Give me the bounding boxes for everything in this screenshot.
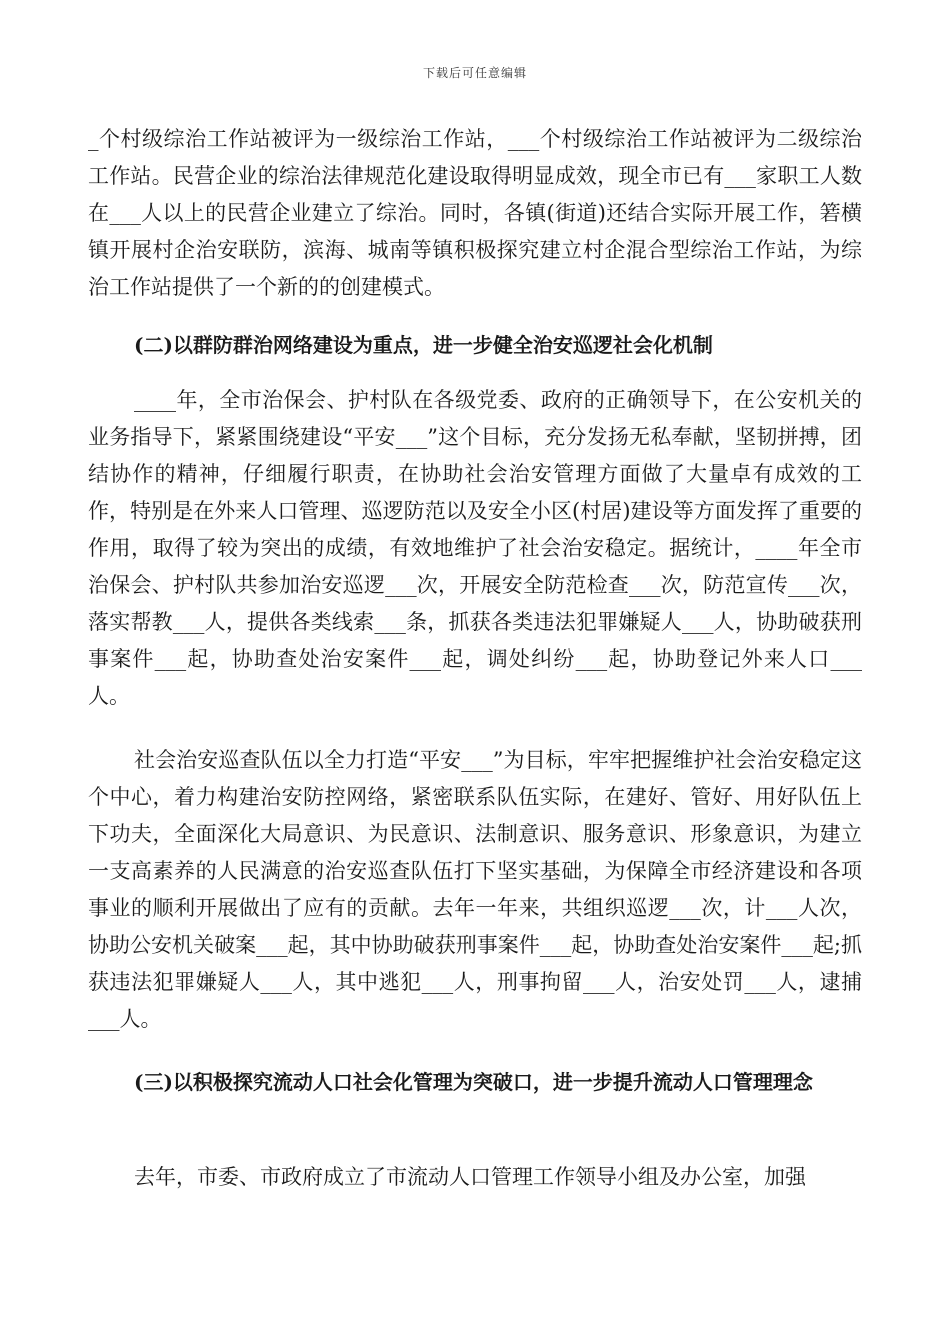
paragraph-patrol-stats: ____年，全市治保会、护村队在各级党委、政府的正确领导下，在公安机关的业务指导下，紧紧围绕建设“平安___”这个目标，充分发扬无私奉献，坚韧拼搏，团结协作的精神，仔细履行职责，在协助社会治安管理方面做了大量卓有成效的工作，特别是在外来人口管理、巡逻防范以及安全小区(村居)建设等方面发挥了重要的作用，取得了较为突出的成绩，有效地维护了社会治安稳定。据统计，____年全市治保会、护村队共参加治安巡逻___次，开展安全防范检查___次，防范宣传___次，落实帮教___人，提供各类线索___条，抓获各类违法犯罪嫌疑人___人，协助破获刑事案件___起，协助查处治安案件___起，调处纠纷___起，协助登记外来人口___人。 xyxy=(88,388,862,708)
section-heading-3: (三)以积极探究流动人口社会化管理为突破口，进一步提升流动人口管理理念 xyxy=(134,1070,813,1094)
paragraph-patrol-team: 社会治安巡查队伍以全力打造“平安___”为目标，牢牢把握维护社会治安稳定这个中心，着力构建治安防控网络，紧密联系队伍实际，在建好、管好、用好队伍上下功夫，全面深化大局意识、为民意识、法制意识、服务意识、形象意识，为建立一支高素养的人民满意的治安巡查队伍打下坚实基础，为保障全市经济建设和各项事业的顺利开展做出了应有的贡献。去年一年来，共组织巡逻___次，计___人次，协助公安机关破案___起，其中协助破获刑事案件___起，协助查处治安案件___起;抓获违法犯罪嫌疑人___人，其中逃犯___人，刑事拘留___人，治安处罚___人，逮捕___人。 xyxy=(88,748,862,1031)
paragraph-floating-population: 去年，市委、市政府成立了市流动人口管理工作领导小组及办公室，加强 xyxy=(134,1165,806,1189)
section-heading-2: (二)以群防群治网络建设为重点，进一步健全治安巡逻社会化机制 xyxy=(134,333,713,357)
paragraph-continuation: _个村级综治工作站被评为一级综治工作站，___个村级综治工作站被评为二级综治工作站。民营企业的综治法律规范化建设取得明显成效，现全市已有___家职工人数在___人以上的民营企业建立了综治。同时，各镇(街道)还结合实际开展工作，箬横镇开展村企治安联防，滨海、城南等镇积极探究建立村企混合型综治工作站，为综治工作站提供了一个新的的创建模式。 xyxy=(88,127,862,299)
page-header-note: 下载后可任意编辑 xyxy=(422,66,527,80)
